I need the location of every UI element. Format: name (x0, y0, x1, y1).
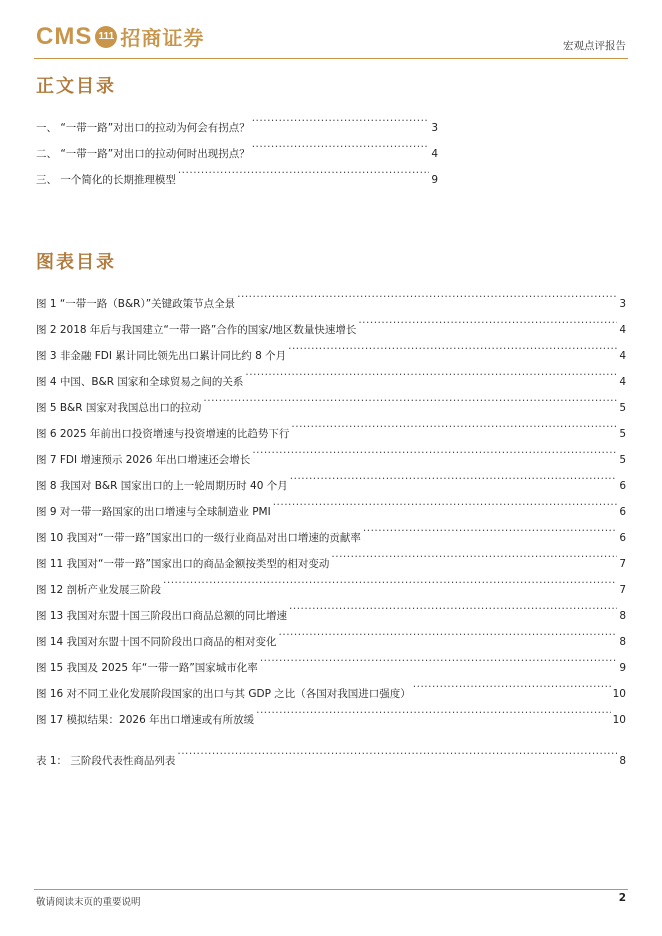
footer-divider (34, 889, 628, 890)
toc-entry-page: 4 (619, 376, 626, 388)
toc-entry-label: 图 2 2018 年后与我国建立“一带一路”合作的国家/地区数量快速增长 (36, 324, 357, 336)
toc-leader (203, 385, 617, 411)
toc-entry-page: 5 (619, 428, 626, 440)
toc-entry-page: 8 (619, 755, 626, 767)
toc-leader (256, 697, 611, 723)
toc-entry-page: 8 (619, 610, 626, 622)
logo-cms-text: CMS (36, 22, 93, 50)
main-toc-title: 正文目录 (36, 76, 116, 97)
toc-leader (260, 645, 618, 671)
toc-leader (289, 593, 617, 619)
toc-entry-label: 图 16 对不同工业化发展阶段国家的出口与其 GDP 之比（各国对我国进口强度） (36, 688, 411, 700)
toc-leader (358, 307, 617, 333)
toc-leader (288, 333, 617, 359)
figure-toc-entry[interactable] (36, 281, 626, 310)
toc-entry-page: 10 (612, 688, 626, 700)
toc-entry-label: 二、 “一带一路”对出口的拉动何时出现拐点？ (36, 148, 250, 160)
toc-entry-page: 7 (619, 558, 626, 570)
toc-entry-page: 3 (619, 298, 626, 310)
toc-entry-page: 6 (619, 480, 626, 492)
toc-entry-page: 7 (619, 584, 626, 596)
page-header (0, 0, 662, 60)
toc-leader (177, 738, 617, 764)
toc-entry[interactable] (36, 105, 438, 134)
page-number: 2 (618, 892, 626, 904)
toc-entry-page: 5 (619, 454, 626, 466)
toc-entry-page: 8 (619, 636, 626, 648)
toc-entry-label: 图 15 我国及 2025 年“一带一路”国家城市化率 (36, 662, 258, 674)
toc-entry-page: 10 (612, 714, 626, 726)
toc-entry-label: 三、 一个简化的长期推理模型 (36, 174, 176, 186)
figure-toc-list (36, 281, 626, 726)
toc-entry-page: 6 (619, 506, 626, 518)
toc-leader (413, 671, 611, 697)
toc-entry-label: 图 8 我国对 B&R 国家出口的上一轮周期历时 40 个月 (36, 480, 288, 492)
footer-disclaimer: 敬请阅读末页的重要说明 (36, 897, 141, 908)
toc-entry-label: 表 1： 三阶段代表性商品列表 (36, 755, 176, 767)
toc-entry-label: 一、 “一带一路”对出口的拉动为何会有拐点？ (36, 122, 250, 134)
table-toc-list (36, 738, 626, 767)
toc-leader (252, 131, 430, 157)
toc-entry-label: 图 7 FDI 增速预示 2026 年出口增速还会增长 (36, 454, 251, 466)
toc-entry-label: 图 17 模拟结果：2026 年出口增速或有所放缓 (36, 714, 255, 726)
toc-leader (178, 157, 429, 183)
toc-leader (237, 281, 617, 307)
toc-leader (279, 619, 618, 645)
company-logo (36, 22, 204, 51)
toc-entry-page: 5 (619, 402, 626, 414)
company-name: 招商证券 (120, 26, 205, 50)
toc-leader (331, 541, 617, 567)
toc-leader (163, 567, 617, 593)
toc-leader (245, 359, 617, 385)
toc-entry-page: 4 (619, 350, 626, 362)
logo-badge-icon: 111 (95, 26, 117, 48)
toc-entry-label: 图 14 我国对东盟十国不同阶段出口商品的相对变化 (36, 636, 277, 648)
toc-entry-page: 3 (431, 122, 438, 134)
toc-entry-page: 4 (431, 148, 438, 160)
toc-entry-label: 图 6 2025 年前出口投资增速与投资增速的比趋势下行 (36, 428, 290, 440)
toc-leader (252, 437, 617, 463)
toc-entry-label: 图 4 中国、B&R 国家和全球贸易之间的关系 (36, 376, 244, 388)
toc-entry-label: 图 5 B&R 国家对我国总出口的拉动 (36, 402, 202, 414)
toc-leader (363, 515, 617, 541)
toc-leader (273, 489, 618, 515)
toc-entry-page: 4 (619, 324, 626, 336)
table-toc-entry[interactable] (36, 738, 626, 767)
toc-entry-page: 6 (619, 532, 626, 544)
toc-leader (252, 105, 430, 131)
toc-entry-label: 图 10 我国对“一带一路”国家出口的一级行业商品对出口增速的贡献率 (36, 532, 361, 544)
toc-leader (291, 411, 617, 437)
figure-toc-title: 图表目录 (36, 252, 116, 273)
toc-leader (290, 463, 618, 489)
toc-entry-label: 图 11 我国对“一带一路”国家出口的商品金额按类型的相对变动 (36, 558, 330, 570)
toc-entry-label: 图 3 非金融 FDI 累计同比领先出口累计同比约 8 个月 (36, 350, 287, 362)
toc-entry-page: 9 (431, 174, 438, 186)
report-type-label: 宏观点评报告 (563, 40, 626, 52)
toc-entry-page: 9 (619, 662, 626, 674)
header-divider (34, 58, 628, 59)
main-toc-list (36, 105, 626, 186)
toc-entry-label: 图 12 剖析产业发展三阶段 (36, 584, 162, 596)
toc-entry-label: 图 1 “一带一路（B&R）”关键政策节点全景 (36, 298, 236, 310)
toc-entry-label: 图 13 我国对东盟十国三阶段出口商品总额的同比增速 (36, 610, 288, 622)
toc-entry-label: 图 9 对一带一路国家的出口增速与全球制造业 PMI (36, 506, 271, 518)
